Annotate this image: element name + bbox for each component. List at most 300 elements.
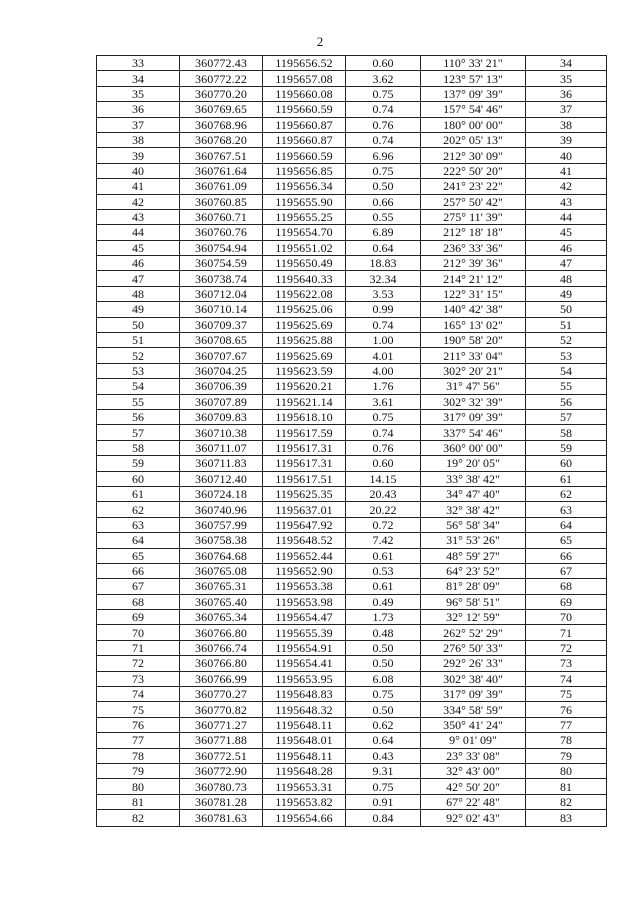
point-to-cell: 36 xyxy=(526,86,607,101)
direction-angle-cell: 202° 05' 13" xyxy=(421,132,526,147)
point-from-cell: 78 xyxy=(97,748,180,763)
point-from-cell: 48 xyxy=(97,286,180,301)
y-coordinate-cell: 1195618.10 xyxy=(263,409,346,424)
point-from-cell: 66 xyxy=(97,563,180,578)
point-to-cell: 72 xyxy=(526,640,607,655)
segment-length-cell: 0.60 xyxy=(346,456,421,471)
segment-length-cell: 0.72 xyxy=(346,517,421,532)
x-coordinate-cell: 360711.07 xyxy=(180,440,263,455)
segment-length-cell: 1.00 xyxy=(346,333,421,348)
y-coordinate-cell: 1195650.49 xyxy=(263,256,346,271)
point-to-cell: 40 xyxy=(526,148,607,163)
y-coordinate-cell: 1195654.41 xyxy=(263,656,346,671)
x-coordinate-cell: 360771.88 xyxy=(180,733,263,748)
point-to-cell: 54 xyxy=(526,363,607,378)
table-row xyxy=(97,594,607,609)
direction-angle-cell: 190° 58' 20" xyxy=(421,333,526,348)
x-coordinate-cell: 360768.20 xyxy=(180,132,263,147)
point-to-cell: 38 xyxy=(526,117,607,132)
segment-length-cell: 3.62 xyxy=(346,71,421,86)
point-from-cell: 35 xyxy=(97,86,180,101)
table-row xyxy=(97,671,607,686)
point-from-cell: 57 xyxy=(97,425,180,440)
y-coordinate-cell: 1195653.31 xyxy=(263,779,346,794)
table-row xyxy=(97,302,607,317)
table-row xyxy=(97,748,607,763)
y-coordinate-cell: 1195654.70 xyxy=(263,225,346,240)
direction-angle-cell: 317° 09' 39" xyxy=(421,687,526,702)
point-to-cell: 39 xyxy=(526,132,607,147)
table-row xyxy=(97,763,607,778)
segment-length-cell: 0.50 xyxy=(346,640,421,655)
table-row xyxy=(97,456,607,471)
y-coordinate-cell: 1195640.33 xyxy=(263,271,346,286)
point-to-cell: 34 xyxy=(526,56,607,71)
table-row xyxy=(97,563,607,578)
table-row xyxy=(97,486,607,501)
y-coordinate-cell: 1195656.85 xyxy=(263,163,346,178)
x-coordinate-cell: 360757.99 xyxy=(180,517,263,532)
point-from-cell: 61 xyxy=(97,486,180,501)
segment-length-cell: 0.50 xyxy=(346,702,421,717)
direction-angle-cell: 31° 53' 26" xyxy=(421,533,526,548)
point-from-cell: 76 xyxy=(97,717,180,732)
point-to-cell: 69 xyxy=(526,594,607,609)
segment-length-cell: 0.74 xyxy=(346,317,421,332)
y-coordinate-cell: 1195648.11 xyxy=(263,748,346,763)
segment-length-cell: 0.76 xyxy=(346,117,421,132)
y-coordinate-cell: 1195637.01 xyxy=(263,502,346,517)
point-from-cell: 77 xyxy=(97,733,180,748)
point-from-cell: 56 xyxy=(97,409,180,424)
y-coordinate-cell: 1195617.51 xyxy=(263,471,346,486)
table-row xyxy=(97,148,607,163)
point-to-cell: 61 xyxy=(526,471,607,486)
table-row xyxy=(97,702,607,717)
table-row xyxy=(97,179,607,194)
y-coordinate-cell: 1195648.01 xyxy=(263,733,346,748)
direction-angle-cell: 34° 47' 40" xyxy=(421,486,526,501)
point-to-cell: 79 xyxy=(526,748,607,763)
y-coordinate-cell: 1195620.21 xyxy=(263,379,346,394)
table-row xyxy=(97,56,607,71)
table-row xyxy=(97,363,607,378)
segment-length-cell: 0.50 xyxy=(346,179,421,194)
segment-length-cell: 0.55 xyxy=(346,209,421,224)
segment-length-cell: 4.01 xyxy=(346,348,421,363)
segment-length-cell: 32.34 xyxy=(346,271,421,286)
y-coordinate-cell: 1195655.25 xyxy=(263,209,346,224)
segment-length-cell: 0.91 xyxy=(346,794,421,809)
direction-angle-cell: 31° 47' 56" xyxy=(421,379,526,394)
direction-angle-cell: 32° 38' 42" xyxy=(421,502,526,517)
segment-length-cell: 0.99 xyxy=(346,302,421,317)
table-row xyxy=(97,733,607,748)
x-coordinate-cell: 360711.83 xyxy=(180,456,263,471)
x-coordinate-cell: 360760.85 xyxy=(180,194,263,209)
segment-length-cell: 0.84 xyxy=(346,810,421,827)
point-from-cell: 71 xyxy=(97,640,180,655)
x-coordinate-cell: 360772.90 xyxy=(180,763,263,778)
x-coordinate-cell: 360766.99 xyxy=(180,671,263,686)
segment-length-cell: 0.48 xyxy=(346,625,421,640)
y-coordinate-cell: 1195657.08 xyxy=(263,71,346,86)
direction-angle-cell: 236° 33' 36" xyxy=(421,240,526,255)
x-coordinate-cell: 360706.39 xyxy=(180,379,263,394)
direction-angle-cell: 350° 41' 24" xyxy=(421,717,526,732)
point-from-cell: 37 xyxy=(97,117,180,132)
point-to-cell: 74 xyxy=(526,671,607,686)
table-row xyxy=(97,163,607,178)
table-row xyxy=(97,533,607,548)
direction-angle-cell: 214° 21' 12" xyxy=(421,271,526,286)
point-to-cell: 71 xyxy=(526,625,607,640)
table-row xyxy=(97,86,607,101)
y-coordinate-cell: 1195653.95 xyxy=(263,671,346,686)
point-to-cell: 58 xyxy=(526,425,607,440)
point-from-cell: 52 xyxy=(97,348,180,363)
table-row xyxy=(97,717,607,732)
point-from-cell: 53 xyxy=(97,363,180,378)
point-to-cell: 62 xyxy=(526,486,607,501)
point-from-cell: 67 xyxy=(97,579,180,594)
direction-angle-cell: 302° 38' 40" xyxy=(421,671,526,686)
point-to-cell: 78 xyxy=(526,733,607,748)
point-to-cell: 45 xyxy=(526,225,607,240)
direction-angle-cell: 360° 00' 00" xyxy=(421,440,526,455)
y-coordinate-cell: 1195656.52 xyxy=(263,56,346,71)
point-to-cell: 35 xyxy=(526,71,607,86)
point-from-cell: 69 xyxy=(97,610,180,625)
direction-angle-cell: 110° 33' 21" xyxy=(421,56,526,71)
point-to-cell: 57 xyxy=(526,409,607,424)
x-coordinate-cell: 360724.18 xyxy=(180,486,263,501)
y-coordinate-cell: 1195625.69 xyxy=(263,317,346,332)
x-coordinate-cell: 360709.37 xyxy=(180,317,263,332)
table-row xyxy=(97,225,607,240)
point-from-cell: 63 xyxy=(97,517,180,532)
table-row xyxy=(97,286,607,301)
y-coordinate-cell: 1195654.91 xyxy=(263,640,346,655)
segment-length-cell: 0.75 xyxy=(346,409,421,424)
segment-length-cell: 0.76 xyxy=(346,440,421,455)
point-to-cell: 59 xyxy=(526,440,607,455)
table-row xyxy=(97,548,607,563)
segment-length-cell: 0.53 xyxy=(346,563,421,578)
point-to-cell: 43 xyxy=(526,194,607,209)
direction-angle-cell: 211° 33' 04" xyxy=(421,348,526,363)
direction-angle-cell: 92° 02' 43" xyxy=(421,810,526,827)
segment-length-cell: 0.61 xyxy=(346,548,421,563)
point-from-cell: 42 xyxy=(97,194,180,209)
y-coordinate-cell: 1195653.38 xyxy=(263,579,346,594)
direction-angle-cell: 317° 09' 39" xyxy=(421,409,526,424)
segment-length-cell: 0.74 xyxy=(346,425,421,440)
point-to-cell: 65 xyxy=(526,533,607,548)
x-coordinate-cell: 360764.68 xyxy=(180,548,263,563)
table-row xyxy=(97,502,607,517)
segment-length-cell: 9.31 xyxy=(346,763,421,778)
table-row xyxy=(97,656,607,671)
y-coordinate-cell: 1195652.44 xyxy=(263,548,346,563)
direction-angle-cell: 122° 31' 15" xyxy=(421,286,526,301)
direction-angle-cell: 33° 38' 42" xyxy=(421,471,526,486)
direction-angle-cell: 241° 23' 22" xyxy=(421,179,526,194)
coordinates-table xyxy=(96,55,607,827)
y-coordinate-cell: 1195625.35 xyxy=(263,486,346,501)
segment-length-cell: 0.74 xyxy=(346,102,421,117)
y-coordinate-cell: 1195653.98 xyxy=(263,594,346,609)
direction-angle-cell: 302° 20' 21" xyxy=(421,363,526,378)
direction-angle-cell: 137° 09' 39" xyxy=(421,86,526,101)
table-row xyxy=(97,610,607,625)
direction-angle-cell: 180° 00' 00" xyxy=(421,117,526,132)
segment-length-cell: 0.75 xyxy=(346,163,421,178)
point-to-cell: 64 xyxy=(526,517,607,532)
x-coordinate-cell: 360740.96 xyxy=(180,502,263,517)
x-coordinate-cell: 360768.96 xyxy=(180,117,263,132)
direction-angle-cell: 212° 30' 09" xyxy=(421,148,526,163)
point-from-cell: 38 xyxy=(97,132,180,147)
direction-angle-cell: 302° 32' 39" xyxy=(421,394,526,409)
point-to-cell: 44 xyxy=(526,209,607,224)
point-from-cell: 44 xyxy=(97,225,180,240)
y-coordinate-cell: 1195651.02 xyxy=(263,240,346,255)
table-row xyxy=(97,471,607,486)
segment-length-cell: 7.42 xyxy=(346,533,421,548)
point-to-cell: 42 xyxy=(526,179,607,194)
point-from-cell: 74 xyxy=(97,687,180,702)
point-to-cell: 63 xyxy=(526,502,607,517)
point-from-cell: 49 xyxy=(97,302,180,317)
y-coordinate-cell: 1195655.39 xyxy=(263,625,346,640)
point-to-cell: 53 xyxy=(526,348,607,363)
direction-angle-cell: 222° 50' 20" xyxy=(421,163,526,178)
direction-angle-cell: 262° 52' 29" xyxy=(421,625,526,640)
point-from-cell: 55 xyxy=(97,394,180,409)
table-row xyxy=(97,209,607,224)
table-row xyxy=(97,333,607,348)
y-coordinate-cell: 1195656.34 xyxy=(263,179,346,194)
point-from-cell: 47 xyxy=(97,271,180,286)
x-coordinate-cell: 360772.43 xyxy=(180,56,263,71)
point-from-cell: 62 xyxy=(97,502,180,517)
segment-length-cell: 20.43 xyxy=(346,486,421,501)
y-coordinate-cell: 1195660.87 xyxy=(263,132,346,147)
x-coordinate-cell: 360766.80 xyxy=(180,656,263,671)
x-coordinate-cell: 360710.38 xyxy=(180,425,263,440)
segment-length-cell: 3.61 xyxy=(346,394,421,409)
direction-angle-cell: 275° 11' 39" xyxy=(421,209,526,224)
direction-angle-cell: 292° 26' 33" xyxy=(421,656,526,671)
point-to-cell: 80 xyxy=(526,763,607,778)
point-from-cell: 50 xyxy=(97,317,180,332)
x-coordinate-cell: 360738.74 xyxy=(180,271,263,286)
point-from-cell: 59 xyxy=(97,456,180,471)
x-coordinate-cell: 360780.73 xyxy=(180,779,263,794)
table-row xyxy=(97,271,607,286)
point-from-cell: 72 xyxy=(97,656,180,671)
point-to-cell: 77 xyxy=(526,717,607,732)
x-coordinate-cell: 360760.76 xyxy=(180,225,263,240)
point-from-cell: 80 xyxy=(97,779,180,794)
table-row xyxy=(97,317,607,332)
segment-length-cell: 4.00 xyxy=(346,363,421,378)
direction-angle-cell: 157° 54' 46" xyxy=(421,102,526,117)
y-coordinate-cell: 1195654.47 xyxy=(263,610,346,625)
y-coordinate-cell: 1195617.59 xyxy=(263,425,346,440)
y-coordinate-cell: 1195648.28 xyxy=(263,763,346,778)
y-coordinate-cell: 1195617.31 xyxy=(263,440,346,455)
segment-length-cell: 0.75 xyxy=(346,687,421,702)
segment-length-cell: 0.61 xyxy=(346,579,421,594)
segment-length-cell: 20.22 xyxy=(346,502,421,517)
table-row xyxy=(97,425,607,440)
x-coordinate-cell: 360709.83 xyxy=(180,409,263,424)
x-coordinate-cell: 360772.22 xyxy=(180,71,263,86)
point-from-cell: 51 xyxy=(97,333,180,348)
segment-length-cell: 0.60 xyxy=(346,56,421,71)
direction-angle-cell: 276° 50' 33" xyxy=(421,640,526,655)
segment-length-cell: 0.75 xyxy=(346,86,421,101)
direction-angle-cell: 81° 28' 09" xyxy=(421,579,526,594)
y-coordinate-cell: 1195653.82 xyxy=(263,794,346,809)
y-coordinate-cell: 1195623.59 xyxy=(263,363,346,378)
y-coordinate-cell: 1195621.14 xyxy=(263,394,346,409)
x-coordinate-cell: 360712.40 xyxy=(180,471,263,486)
x-coordinate-cell: 360772.51 xyxy=(180,748,263,763)
segment-length-cell: 1.76 xyxy=(346,379,421,394)
y-coordinate-cell: 1195625.69 xyxy=(263,348,346,363)
direction-angle-cell: 212° 39' 36" xyxy=(421,256,526,271)
point-from-cell: 73 xyxy=(97,671,180,686)
segment-length-cell: 6.96 xyxy=(346,148,421,163)
point-to-cell: 73 xyxy=(526,656,607,671)
x-coordinate-cell: 360781.63 xyxy=(180,810,263,827)
direction-angle-cell: 9° 01' 09" xyxy=(421,733,526,748)
point-to-cell: 37 xyxy=(526,102,607,117)
point-from-cell: 46 xyxy=(97,256,180,271)
point-from-cell: 75 xyxy=(97,702,180,717)
direction-angle-cell: 67° 22' 48" xyxy=(421,794,526,809)
x-coordinate-cell: 360765.31 xyxy=(180,579,263,594)
point-from-cell: 70 xyxy=(97,625,180,640)
table-row xyxy=(97,132,607,147)
point-from-cell: 36 xyxy=(97,102,180,117)
x-coordinate-cell: 360769.65 xyxy=(180,102,263,117)
point-to-cell: 82 xyxy=(526,794,607,809)
x-coordinate-cell: 360707.89 xyxy=(180,394,263,409)
point-from-cell: 40 xyxy=(97,163,180,178)
table-row xyxy=(97,240,607,255)
y-coordinate-cell: 1195652.90 xyxy=(263,563,346,578)
point-from-cell: 68 xyxy=(97,594,180,609)
direction-angle-cell: 96° 58' 51" xyxy=(421,594,526,609)
x-coordinate-cell: 360766.80 xyxy=(180,625,263,640)
x-coordinate-cell: 360712.04 xyxy=(180,286,263,301)
direction-angle-cell: 212° 18' 18" xyxy=(421,225,526,240)
point-to-cell: 47 xyxy=(526,256,607,271)
point-from-cell: 43 xyxy=(97,209,180,224)
y-coordinate-cell: 1195648.11 xyxy=(263,717,346,732)
direction-angle-cell: 337° 54' 46" xyxy=(421,425,526,440)
table-row xyxy=(97,102,607,117)
point-from-cell: 34 xyxy=(97,71,180,86)
direction-angle-cell: 334° 58' 59" xyxy=(421,702,526,717)
table-row xyxy=(97,687,607,702)
y-coordinate-cell: 1195648.32 xyxy=(263,702,346,717)
table-row xyxy=(97,625,607,640)
y-coordinate-cell: 1195647.92 xyxy=(263,517,346,532)
point-to-cell: 41 xyxy=(526,163,607,178)
page-number: 2 xyxy=(316,34,324,49)
point-from-cell: 65 xyxy=(97,548,180,563)
y-coordinate-cell: 1195622.08 xyxy=(263,286,346,301)
x-coordinate-cell: 360770.82 xyxy=(180,702,263,717)
direction-angle-cell: 140° 42' 38" xyxy=(421,302,526,317)
segment-length-cell: 0.62 xyxy=(346,717,421,732)
point-from-cell: 82 xyxy=(97,810,180,827)
point-from-cell: 54 xyxy=(97,379,180,394)
point-to-cell: 49 xyxy=(526,286,607,301)
y-coordinate-cell: 1195625.06 xyxy=(263,302,346,317)
segment-length-cell: 0.50 xyxy=(346,656,421,671)
x-coordinate-cell: 360766.74 xyxy=(180,640,263,655)
table-row xyxy=(97,517,607,532)
segment-length-cell: 0.74 xyxy=(346,132,421,147)
table-row xyxy=(97,579,607,594)
x-coordinate-cell: 360765.34 xyxy=(180,610,263,625)
x-coordinate-cell: 360765.08 xyxy=(180,563,263,578)
segment-length-cell: 6.89 xyxy=(346,225,421,240)
y-coordinate-cell: 1195655.90 xyxy=(263,194,346,209)
x-coordinate-cell: 360758.38 xyxy=(180,533,263,548)
table-row xyxy=(97,117,607,132)
y-coordinate-cell: 1195660.87 xyxy=(263,117,346,132)
x-coordinate-cell: 360754.94 xyxy=(180,240,263,255)
coordinates-table-body xyxy=(97,56,607,827)
point-to-cell: 83 xyxy=(526,810,607,827)
x-coordinate-cell: 360707.67 xyxy=(180,348,263,363)
point-to-cell: 67 xyxy=(526,563,607,578)
y-coordinate-cell: 1195660.59 xyxy=(263,148,346,163)
table-row xyxy=(97,794,607,809)
x-coordinate-cell: 360771.27 xyxy=(180,717,263,732)
segment-length-cell: 0.66 xyxy=(346,194,421,209)
segment-length-cell: 1.73 xyxy=(346,610,421,625)
x-coordinate-cell: 360754.59 xyxy=(180,256,263,271)
segment-length-cell: 0.75 xyxy=(346,779,421,794)
direction-angle-cell: 123° 57' 13" xyxy=(421,71,526,86)
segment-length-cell: 0.64 xyxy=(346,240,421,255)
y-coordinate-cell: 1195648.52 xyxy=(263,533,346,548)
point-from-cell: 33 xyxy=(97,56,180,71)
point-to-cell: 66 xyxy=(526,548,607,563)
y-coordinate-cell: 1195660.08 xyxy=(263,86,346,101)
y-coordinate-cell: 1195617.31 xyxy=(263,456,346,471)
x-coordinate-cell: 360770.27 xyxy=(180,687,263,702)
point-to-cell: 50 xyxy=(526,302,607,317)
point-to-cell: 76 xyxy=(526,702,607,717)
direction-angle-cell: 64° 23' 52" xyxy=(421,563,526,578)
table-row xyxy=(97,440,607,455)
point-to-cell: 52 xyxy=(526,333,607,348)
direction-angle-cell: 32° 43' 00" xyxy=(421,763,526,778)
point-from-cell: 64 xyxy=(97,533,180,548)
table-row xyxy=(97,640,607,655)
table-row xyxy=(97,194,607,209)
y-coordinate-cell: 1195660.59 xyxy=(263,102,346,117)
